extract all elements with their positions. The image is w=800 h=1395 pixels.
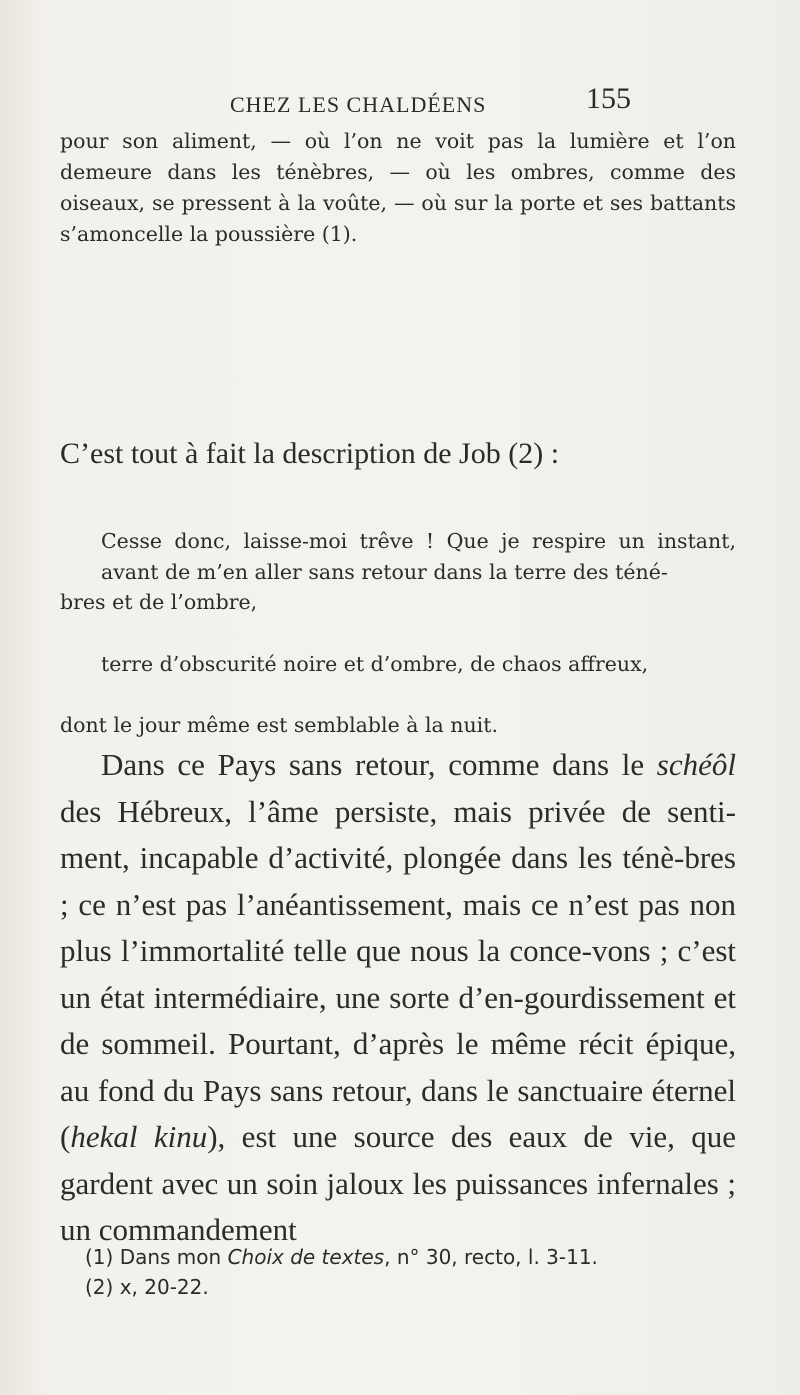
main-text-part-1: Dans ce Pays sans retour, comme dans le: [101, 747, 657, 782]
quote-line-4: dont le jour même est semblable à la nuit.: [60, 713, 498, 737]
footnotes: [85, 1242, 598, 1302]
footnote-1-title: Choix de textes: [227, 1245, 385, 1269]
quote-line-3: terre d’obscurité noire et d’ombre, de chaos affreux,: [101, 652, 649, 676]
footnote-1-prefix: (1) Dans mon: [85, 1245, 228, 1269]
term-hekal-kinu: hekal kinu: [70, 1119, 208, 1154]
main-text-part-3: ), est une source des eaux de vie, que gardent avec un soin jaloux les puissances infernales ; un commandement: [60, 1119, 736, 1247]
term-scheol: schéôl: [656, 747, 736, 782]
footnote-1: [85, 1242, 598, 1272]
quote-line-1: Cesse donc, laisse-moi trêve ! Que je respire un instant, avant de m’en aller sans retour dans la terre des téné-: [101, 529, 736, 584]
job-reference-line: C’est tout à fait la description de Job (2) :: [60, 437, 560, 470]
opening-paragraph: pour son aliment, — où l’on ne voit pas la lumière et l’on demeure dans les ténèbres, — où les ombres, comme des oiseaux, se pressent à la voûte, — où sur la porte et ses battants s’amoncelle la poussière (1).: [60, 129, 736, 246]
footnote-1-suffix: , n° 30, recto, l. 3-11.: [384, 1245, 598, 1269]
footnote-2: (2) x, 20-22.: [85, 1275, 209, 1299]
running-head: CHEZ LES CHALDÉENS: [230, 92, 487, 117]
main-text-part-2: des Hébreux, l’âme persiste, mais privée de senti-ment, incapable d’activité, plongée dans les ténè-bres ; ce n’est pas l’anéantissement, mais ce n’est pas non plus l’immortalité telle que nous la conce-vons ; c’est un état intermédiaire, une sorte d’en-gourdissement et de sommeil. Pourtant, d’après le même récit épique, au fond du Pays sans retour, dans le sanctuaire éternel (: [60, 793, 736, 1154]
page-number: 155: [586, 82, 631, 115]
main-paragraph: [60, 742, 736, 1254]
quote-line-2: bres et de l’ombre,: [60, 590, 258, 614]
main-paragraph-text: [60, 742, 736, 1254]
